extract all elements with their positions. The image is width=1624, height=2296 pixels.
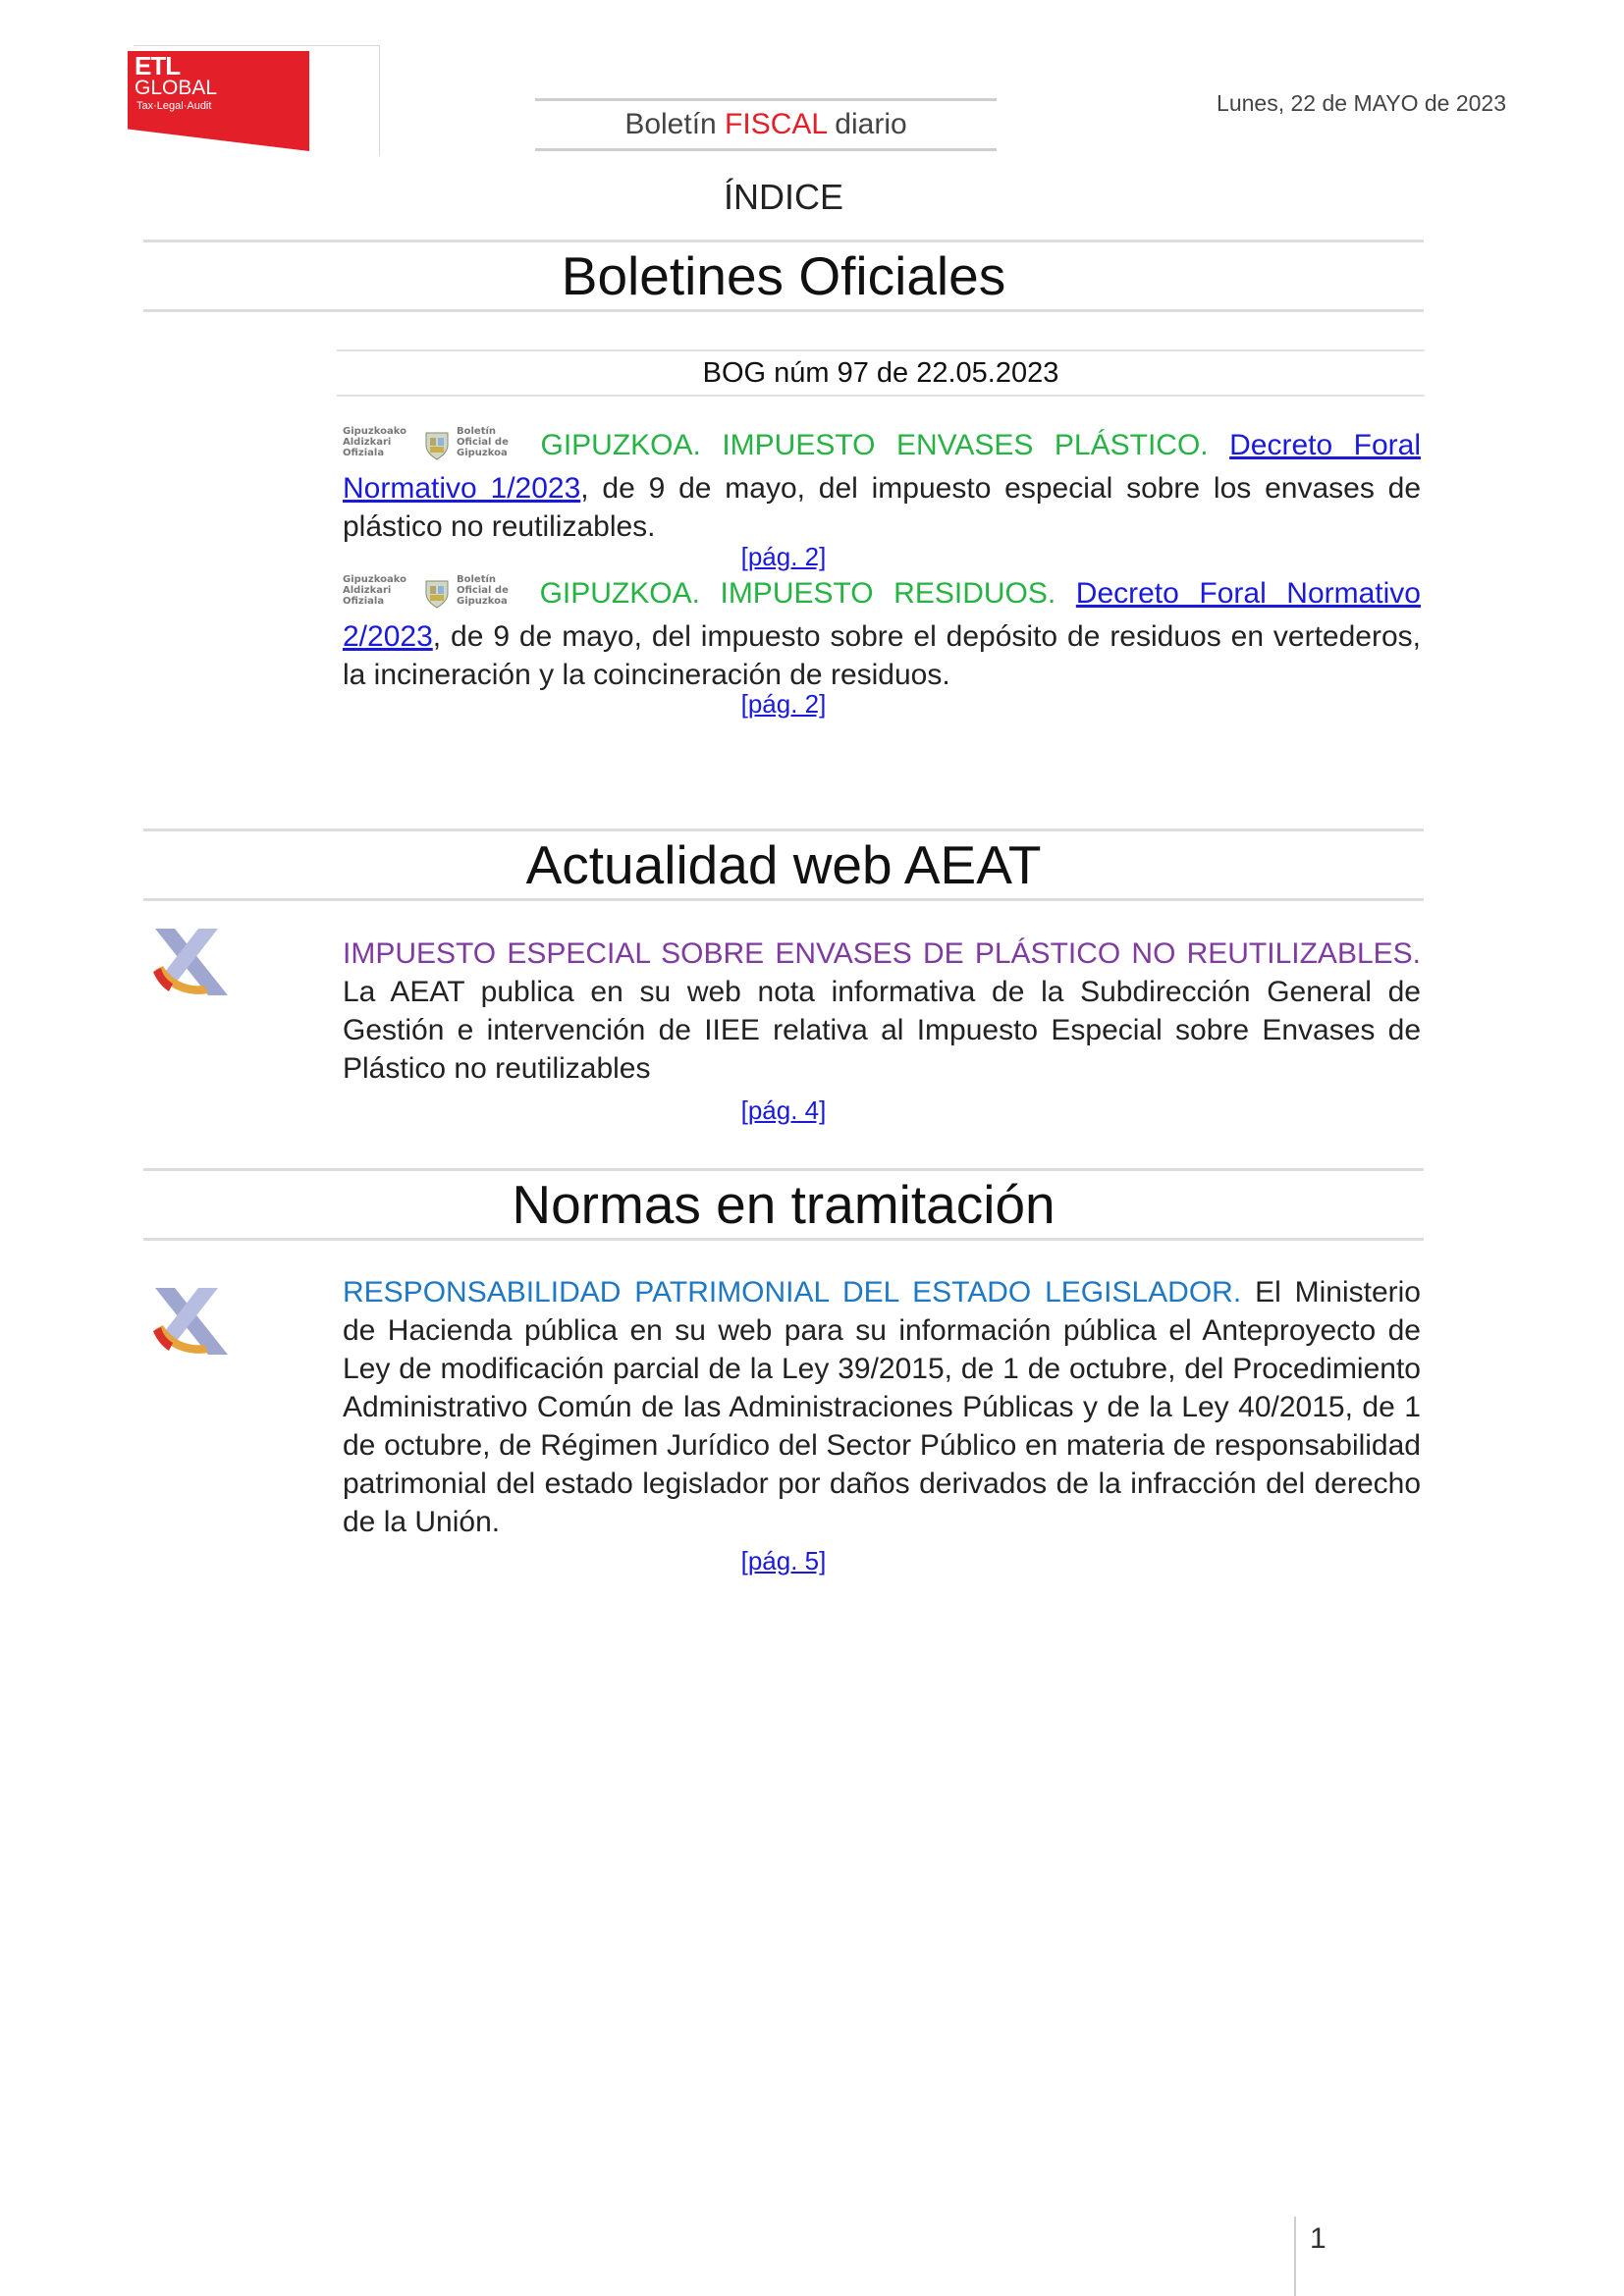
logo-etl-text: ETL [135,51,181,80]
decree-link[interactable]: Decreto Foral Normativo 1/2023 [343,428,1421,505]
item-text: , de 9 de mayo, del impuesto especial sobre los envases de plástico no reutilizables. [343,472,1422,543]
section-title-normas: Normas en tramitación [143,1168,1424,1241]
bulletin-title-prefix: Boletín [624,108,726,140]
etl-global-logo [128,45,383,157]
bog-issue-line: BOG núm 97 de 22.05.2023 [337,349,1425,397]
item-text: La AEAT publica en su web nota informativa de la Subdirección General de Gestión e intervención de IIEE relativa al Impuesto Especial sobre Envases de Plástico no reutilizables [343,976,1421,1085]
gipuzkoa-bulletin-logo [343,424,519,469]
logo-global-text: GLOBAL [135,77,218,99]
gipuzkoa-bulletin-logo [343,572,519,617]
page-link[interactable]: [pág. 2] [740,689,827,719]
item-text: , de 9 de mayo, del impuesto sobre el depósito de residuos en vertederos, la incineración y la coincineración de residuos. [343,620,1421,691]
aeat-logo-icon [147,923,236,1001]
page-number-rule [1294,2216,1296,2296]
index-heading: ÍNDICE [723,177,843,217]
gip-logo-left-text: Gipuzkoako Aldizkari Ofiziala [343,574,406,607]
list-item [343,934,1421,1088]
page-link[interactable]: [pág. 5] [740,1546,827,1575]
bulletin-date: Lunes, 22 de MAYO de 2023 [1217,90,1506,116]
list-item [343,1273,1421,1541]
page-link[interactable]: [pág. 2] [740,542,827,571]
item-text: El Ministerio de Hacienda pública en su web para su información pública el Anteproyecto de Ley de modificación parcial de la Ley 39/2015, de 1 de octubre, del Procedimiento Administrativo Común de las Administraciones Públicas y de la Ley 40/2015, de 1 de octubre, de Régimen Jurídico del Sector Público en materia de responsabilidad patrimonial del estado legislador por daños derivados de la infracción del derecho de la Unión. [343,1276,1421,1538]
list-item [343,572,1421,694]
gip-logo-left-text: Gipuzkoako Aldizkari Ofiziala [343,426,406,458]
item-heading: IMPUESTO ESPECIAL SOBRE ENVASES DE PLÁSTICO NO REUTILIZABLES. [343,937,1421,970]
bulletin-title [535,98,997,151]
bulletin-title-suffix: diario [826,108,907,140]
section-title-boletines: Boletines Oficiales [143,240,1424,312]
bulletin-title-fiscal: FISCAL [725,108,827,140]
list-item [343,424,1421,546]
gipuzkoa-shield-icon [423,430,451,461]
aeat-logo-icon [147,1282,236,1361]
item-heading: RESPONSABILIDAD PATRIMONIAL DEL ESTADO LEGISLADOR. [343,1276,1242,1308]
decree-link[interactable]: Decreto Foral Normativo 2/2023 [343,576,1421,653]
gip-logo-right-text: Boletín Oficial de Gipuzkoa [457,574,509,607]
page-link[interactable]: [pág. 4] [740,1095,827,1125]
item-heading: GIPUZKOA. IMPUESTO RESIDUOS. [539,576,1056,610]
gip-logo-right-text: Boletín Oficial de Gipuzkoa [457,426,509,458]
item-heading: GIPUZKOA. IMPUESTO ENVASES PLÁSTICO. [540,428,1209,461]
page-number: 1 [1310,2222,1326,2255]
logo-tagline: Tax·Legal·Audit [136,100,212,112]
gipuzkoa-shield-icon [423,578,451,610]
section-title-aeat: Actualidad web AEAT [143,828,1424,901]
